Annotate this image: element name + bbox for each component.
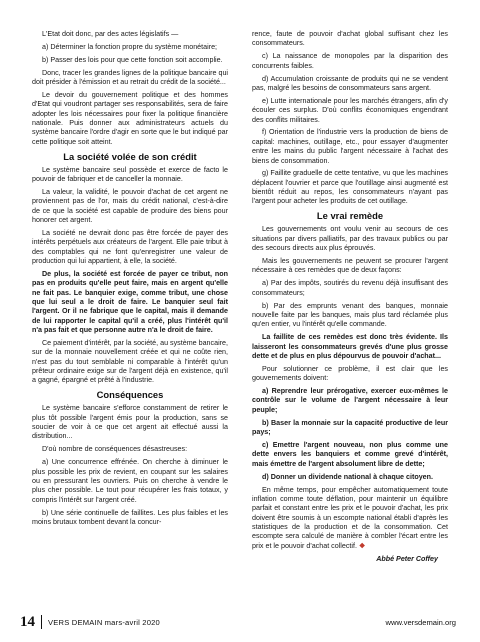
paragraph: b) Passer des lois pour que cette fonction soit accomplie. [42, 55, 223, 64]
paragraph: e) Lutte internationale pour les marchés étrangers, afin d'y écouler ces surplus. D'où conflits économiques engendrant des conflits militaires. [252, 96, 448, 124]
paragraph: L'Etat doit donc, par des actes législatifs — [42, 30, 179, 38]
footer-publication [48, 618, 160, 627]
author-signature: Abbé Peter Coffey [376, 555, 438, 563]
paragraph: b) Par des emprunts venant des banques, monnaie nouvelle faite par les banques, mais plus tard réclamée plus qu'en entier, vu l'intérêt qu'elle commande. [252, 301, 448, 329]
paragraph: c) Emettre l'argent nouveau, non plus comme une dette envers les banquiers et comme grevé d'intérêt, mais émettre de l'argent absolument libre de dette; [252, 441, 448, 468]
website-url: www.versdemain.org [385, 617, 456, 627]
paragraph: Pour solutionner ce problème, il est clair que les gouvernements doivent: [252, 364, 448, 383]
issue-date: mars-avril 2020 [104, 617, 160, 627]
paragraph: d) Accumulation croissante de produits qui ne se vendent pas, malgré les besoins de consommateurs sans argent. [252, 74, 448, 92]
page-number: 14 [20, 613, 35, 630]
paragraph: Le système bancaire s'efforce constamment de retirer le plus tôt possible l'argent émis pour la production, sans se soucier de voir à ce que cet argent ait effectué aussi la distribution... [32, 404, 228, 441]
section-heading: Le vrai remède [316, 210, 384, 222]
end-of-article-icon: ❖ [356, 541, 366, 550]
paragraph: La valeur, la validité, le pouvoir d'achat de cet argent ne proviennent pas de l'or, mais du crédit national, c'est-à-dire de ce que la société est capable de produire des biens pour honorer cet argent. [32, 188, 228, 225]
magazine-name: VERS DEMAIN [48, 617, 103, 627]
right-column [252, 30, 448, 568]
paragraph: g) Faillite graduelle de cette tentative, vu que les machines déplacent l'ouvrier et parce que l'outillage ainsi augmenté est bientôt réduit au repos, les consommateurs n'ayant pas l'argent pour acheter les produits de cet outillage. [252, 169, 448, 206]
paragraph: Le système bancaire seul possède et exerce de facto le pouvoir de fabriquer et de canceller la monnaie. [32, 165, 228, 184]
paragraph: Les gouvernements ont voulu venir au secours de ces situations par divers palliatifs, par des travaux publics ou par des secours directs aux plus éprouvés. [252, 225, 448, 253]
paragraph: b) Une série continuelle de faillites. Les plus faibles et les moins brutaux tombent devant la concur- [32, 508, 228, 526]
paragraph: D'où nombre de conséquences désastreuses: [42, 445, 188, 454]
paragraph: rence, faute de pouvoir d'achat global suffisant chez les consommateurs. [252, 30, 448, 48]
paragraph: a) Déterminer la fonction propre du système monétaire; [42, 42, 218, 51]
paragraph: a) Par des impôts, soutirés du revenu déjà insuffisant des consommateurs; [252, 279, 448, 297]
paragraph: f) Orientation de l'industrie vers la production de biens de capital: machines, outillage, etc., pour essayer d'augmenter entre les mains du public l'argent nécessaire à l'achat des biens de consommation. [252, 128, 448, 165]
paragraph: Le devoir du gouvernement politique et des hommes d'Etat qui voudront partager ses responsabilités, sera de faire adopter les lois nécessaires pour fixer la politique financière nationale. Puis donner aux administrateurs actuels du système bancaire l'ordre d'agir en sorte que le but indiqué par cette politique soit atteint. [32, 91, 228, 146]
paragraph: c) La naissance de monopoles par la disparition des concurrents faibles. [252, 52, 448, 70]
footer-divider [41, 615, 42, 629]
paragraph: Mais les gouvernements ne peuvent se procurer l'argent nécessaire à ces remèdes que de deux façons: [252, 257, 448, 275]
paragraph: a) Une concurrence effrénée. On cherche à diminuer le plus possible les prix de revient, en coupant sur les salaires ou en pressurant les ouvriers. Puis on cherche à vendre le plus cher possible. Le tout pour récupérer les frais totaux, y compris l'intérêt sur l'argent créé. [32, 458, 228, 504]
paragraph: Donc, tracer les grandes lignes de la politique bancaire qui doit présider à l'émission et au retrait du crédit de la société... [32, 68, 228, 87]
paragraph: La faillite de ces remèdes est donc très évidente. Ils laisseront les consommateurs grevés d'une plus grosse dette et de plus en plus dépourvus de pouvoir d'achat... [252, 333, 448, 360]
left-column [32, 30, 228, 531]
section-heading: La société volée de son crédit [63, 150, 197, 162]
paragraph: La société ne devrait donc pas être forcée de payer des intérêts perpétuels aux créateurs de l'argent. Elle paie tribut à des comptables qui ne font qu'enregistrer une valeur de production qui lui appartient, à elle, la société. [32, 229, 228, 266]
paragraph: En même temps, pour empêcher automatiquement toute inflation comme toute déflation, pour maintenir un équilibre parfait et constant entre les prix et le pouvoir d'achat, les prix doivent être soumis à un escompte national établi d'après les statistiques de la production et de la consommation. Cet escompte sera calculé de manière à combler l'écart entre les prix et le pouvoir d'achat collectif. ❖ [252, 485, 448, 550]
paragraph: d) Donner un dividende national à chaque citoyen. [262, 472, 433, 481]
section-heading: Conséquences [96, 389, 164, 401]
paragraph: Ce paiement d'intérêt, par la société, au système bancaire, sur de la monnaie nouvellement créée et qui ne coûte rien, n'est pas du tout semblable ni comparable à l'intérêt qu'un prêteur ordinaire exige sur de l'argent déjà en existence, qu'il a gagné, épargné et prêté à l'industrie. [32, 338, 228, 385]
page-footer [20, 612, 456, 632]
paragraph: De plus, la société est forcée de payer ce tribut, non pas en produits qu'elle peut faire, mais en argent qu'elle ne fait pas. Le banquier exige, comme tribut, une chose que lui seul a le droit de faire. Le banquier seul fait l'argent. Or il ne fabrique que le capital, mais il demande de lui rapporter le capital qu'il a créé, plus l'intérêt qu'il n'a pas fait et que personne autre n'a le droit de faire. [32, 269, 228, 335]
paragraph: b) Baser la monnaie sur la capacité productive de leur pays; [252, 418, 448, 437]
paragraph: a) Reprendre leur prérogative, exercer eux-mêmes le contrôle sur le volume de l'argent nécessaire à leur peuple; [252, 387, 448, 414]
